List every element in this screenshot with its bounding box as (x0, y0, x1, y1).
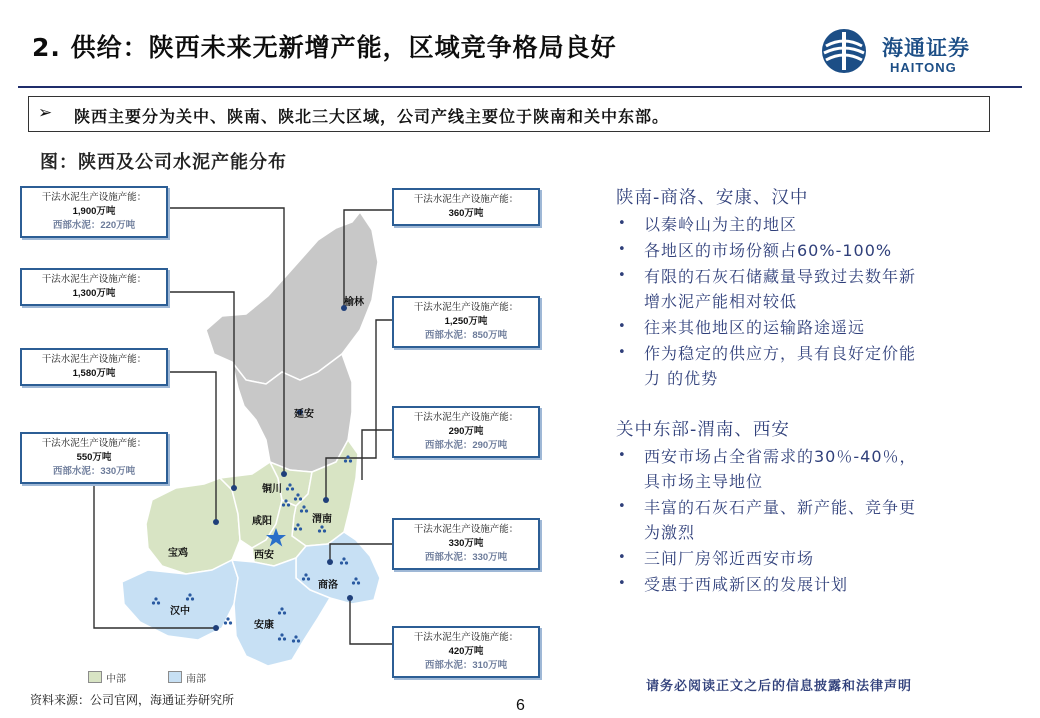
bullet-icon: • (618, 268, 626, 283)
city-label-shangluo: 商洛 (318, 580, 338, 591)
callout-value: 290万吨 (448, 426, 484, 437)
figure-title: 图：陕西及公司水泥产能分布 (40, 152, 287, 173)
callout-value: 1,300万吨 (72, 288, 116, 299)
city-label-weinan: 渭南 (312, 514, 332, 525)
leader-line-9 (350, 598, 392, 644)
capacity-callout-7 (392, 406, 540, 458)
city-label-ankang: 安康 (254, 620, 274, 631)
callout-west-cement: 西部水泥：290万吨 (424, 440, 508, 451)
source-note: 资料来源：公司官网，海通证券研究所 (30, 693, 235, 707)
capacity-callout-3 (20, 348, 168, 386)
east-point: 丰富的石灰石产量、新产能、竞争更 (644, 498, 917, 517)
page-number: 6 (516, 697, 525, 714)
city-label-tongchuan: 铜川 (262, 484, 282, 495)
logo-chinese-text: 海通证券 (882, 35, 970, 60)
callout-label: 干法水泥生产设施产能： (41, 274, 147, 285)
callout-label: 干法水泥生产设施产能： (413, 412, 519, 423)
south-region-heading: 陕南-商洛、安康、汉中 (616, 188, 809, 208)
callout-label: 干法水泥生产设施产能： (41, 354, 147, 365)
callout-label: 干法水泥生产设施产能： (413, 632, 519, 643)
city-dot-shangluo (327, 559, 333, 565)
capacity-callout-8 (392, 518, 540, 570)
south-point: 往来其他地区的运输路途遥远 (644, 318, 866, 337)
callout-value: 360万吨 (448, 208, 484, 219)
east-point: 三间厂房邻近西安市场 (644, 549, 815, 568)
city-dot-weinan (323, 497, 329, 503)
city-label-xian: 西安 (254, 550, 274, 561)
east-point: 具市场主导地位 (644, 472, 764, 491)
east-point: 西安市场占全省需求的30％-40％， (644, 447, 917, 466)
capacity-callout-5 (392, 188, 540, 226)
callout-west-cement: 西部水泥：220万吨 (52, 220, 136, 231)
bullet-icon: • (618, 550, 626, 565)
page-title: 2. 供给：陕西未来无新增产能，区域竞争格局良好 (32, 33, 617, 62)
callout-label: 干法水泥生产设施产能： (41, 192, 147, 203)
city-dot-xianyang (231, 485, 237, 491)
callout-value: 330万吨 (448, 538, 484, 549)
legend-label-central: 中部 (106, 674, 126, 685)
callout-value: 1,250万吨 (444, 316, 488, 327)
capacity-callout-2 (20, 268, 168, 306)
capacity-callout-9 (392, 626, 540, 678)
city-label-yanan: 延安 (294, 409, 314, 420)
south-point: 力 的优势 (644, 369, 719, 388)
east-point: 受惠于西咸新区的发展计划 (644, 575, 849, 594)
legend-swatch-central (88, 671, 102, 683)
south-point: 增水泥产能相对较低 (644, 292, 798, 311)
east-region-heading: 关中东部-渭南、西安 (616, 420, 790, 440)
callout-label: 干法水泥生产设施产能： (413, 194, 519, 205)
leader-line-7 (362, 430, 392, 480)
bullet-icon: • (618, 319, 626, 334)
city-dot-ankang (347, 595, 353, 601)
callout-west-cement: 西部水泥：310万吨 (424, 660, 508, 671)
city-dot-hanzhong (213, 625, 219, 631)
legend-swatch-south (168, 671, 182, 683)
arrow-bullet-icon: ➢ (38, 103, 53, 123)
callout-label: 干法水泥生产设施产能： (41, 438, 147, 449)
region-baoji (146, 478, 240, 574)
callout-west-cement: 西部水泥：330万吨 (52, 466, 136, 477)
callout-west-cement: 西部水泥：850万吨 (424, 330, 508, 341)
callout-west-cement: 西部水泥：330万吨 (424, 552, 508, 563)
city-label-hanzhong: 汉中 (170, 606, 190, 617)
bullet-icon: • (618, 448, 626, 463)
city-label-xianyang: 咸阳 (252, 516, 272, 527)
callout-label: 干法水泥生产设施产能： (413, 524, 519, 535)
east-point: 为激烈 (644, 523, 696, 542)
south-point: 各地区的市场份额占60%-100% (644, 241, 893, 260)
bullet-icon: • (618, 242, 626, 257)
capacity-callout-6 (392, 296, 540, 348)
south-point: 有限的石灰石储藏量导致过去数年新 (644, 267, 917, 286)
bullet-icon: • (618, 499, 626, 514)
city-label-yulin: 榆林 (344, 297, 364, 308)
south-point: 以秦岭山为主的地区 (644, 215, 798, 234)
callout-value: 420万吨 (448, 646, 484, 657)
summary-text: 陕西主要分为关中、陕南、陕北三大区域，公司产线主要位于陕南和关中东部。 (74, 107, 670, 126)
bullet-icon: • (618, 576, 626, 591)
city-dot-baoji (213, 519, 219, 525)
callout-label: 干法水泥生产设施产能： (413, 302, 519, 313)
capacity-callout-4 (20, 432, 168, 484)
south-point: 作为稳定的供应方，具有良好定价能 (644, 344, 917, 363)
capacity-callout-1 (20, 186, 168, 238)
bullet-icon: • (618, 345, 626, 360)
city-dot-tongchuan (281, 471, 287, 477)
callout-value: 550万吨 (76, 452, 112, 463)
logo-english-text: HAITONG (890, 60, 957, 75)
legal-disclaimer: 请务必阅读正文之后的信息披露和法律声明 (646, 679, 913, 694)
legend-label-south: 南部 (186, 674, 206, 685)
callout-value: 1,900万吨 (72, 206, 116, 217)
bullet-icon: • (618, 216, 626, 231)
city-label-baoji: 宝鸡 (168, 548, 188, 559)
callout-value: 1,580万吨 (72, 368, 116, 379)
